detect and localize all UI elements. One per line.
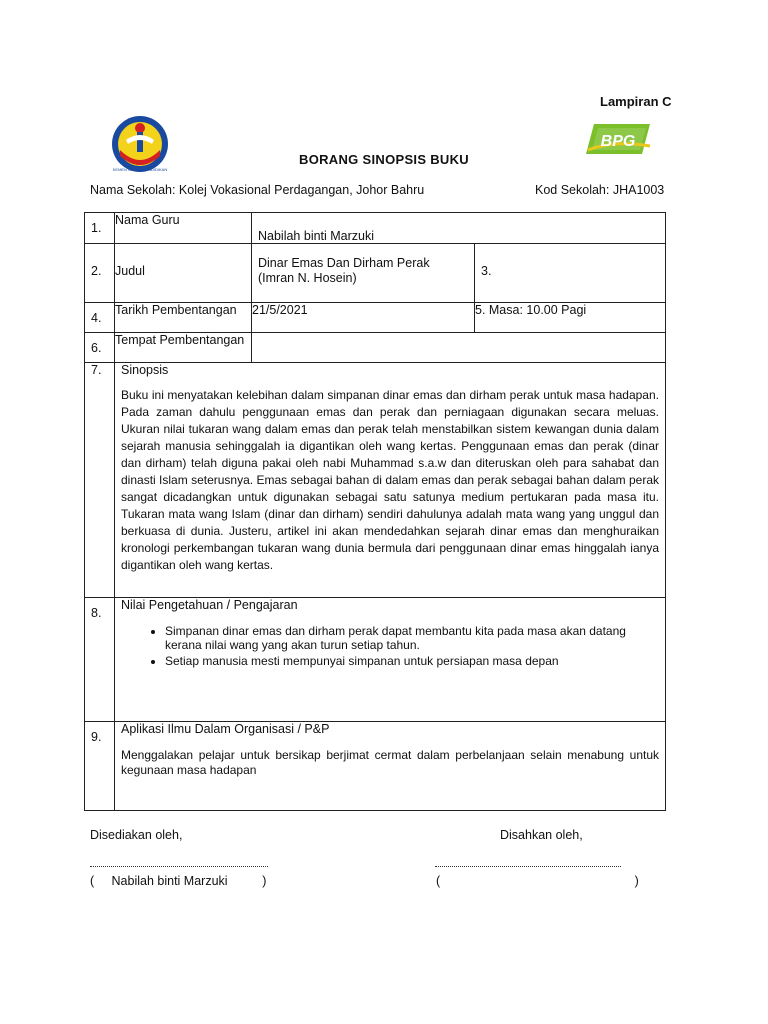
book-title: Dinar Emas Dan Dirham Perak (258, 256, 430, 270)
approved-by-label: Disahkan oleh, (500, 828, 583, 842)
row-teacher-name (85, 213, 666, 244)
row-label: Tempat Pembentangan (115, 333, 252, 363)
form-title: BORANG SINOPSIS BUKU (299, 152, 469, 167)
row-presentation-place (85, 333, 666, 363)
row-label: Tarikh Pembentangan (115, 303, 252, 333)
book-author: (Imran N. Hosein) (258, 271, 357, 285)
row-number: 1. (85, 213, 115, 244)
knowledge-cell (115, 598, 666, 722)
book-title-cell (252, 244, 475, 303)
application-cell (115, 722, 666, 811)
teacher-name-value: Nabilah binti Marzuki (252, 213, 666, 244)
row-number: 7. (85, 363, 115, 598)
list-item: • Simpanan dinar emas dan dirham perak dapat membantu kita pada masa akan datang kerana nilai wang yang akan turun setiap tahun. (165, 624, 665, 652)
row-number: 6. (85, 333, 115, 363)
row-number: 8. (85, 598, 115, 722)
prepared-signature-line (90, 856, 268, 867)
lampiran-label: Lampiran C (600, 94, 672, 109)
application-label: Aplikasi Ilmu Dalam Organisasi / P&P (121, 722, 330, 736)
prepared-by-name: ( Nabilah binti Marzuki ) (90, 874, 267, 888)
presentation-place-value (252, 333, 666, 363)
row-label: Judul (115, 244, 252, 303)
svg-text:KEMENTERIAN PENDIDIKAN: KEMENTERIAN PENDIDIKAN (112, 167, 168, 172)
synopsis-cell (115, 363, 666, 598)
synopsis-text: Buku ini menyatakan kelebihan dalam simpanan dinar emas dan dirham perak untuk masa hadapan. Pada zaman dahulu penggunaan emas dan perak dan perniagaan digunakan secara meluas. Ukuran nilai tukaran wang dalam emas dan perak telah menstabilkan sistem kewangan dunia dalam sejarah manusia sehinggalah ia digantikan oleh wang kertas. Penggunaan emas dan perak (dinar dan dirham) telah diguna pakai oleh nabi Muhammad s.a.w dan diteruskan oleh para sahabat dan dinasti Islam seterusnya. Emas sebagai bahan di dalam emas dan perak sebagai bahan dalam perak sangat dicadangkan untuk digunakan sebagai satu satunya medium pertukaran pada masa itu. Tukaran mata wang Islam (dinar dan dirham) sendiri dahulunya adalah mata wang yang unggul dan berkuasa di dunia. Justeru, artikel ini akan mendedahkan sejarah dinar emas dan menghuraikan kronologi perkembangan tukaran wang dunia bermula dari penggunaan dinar emas hinggalah ianya digantikan oleh wang kertas. (121, 388, 659, 572)
application-text: Menggalakan pelajar untuk bersikap berjimat cermat dalam perbelanjaan selain menabung untuk kegunaan masa hadapan (121, 748, 659, 777)
svg-text:BPG: BPG (600, 133, 636, 150)
knowledge-bullets (115, 624, 665, 668)
row-knowledge-values (85, 598, 666, 722)
row-number: 4. (85, 303, 115, 333)
presentation-date-value: 21/5/2021 (252, 303, 475, 333)
school-name: Nama Sekolah: Kolej Vokasional Perdagangan, Johor Bahru (90, 183, 425, 197)
row-title (85, 244, 666, 303)
presentation-time: 5. Masa: 10.00 Pagi (475, 303, 666, 333)
row-knowledge-application (85, 722, 666, 811)
approved-signature-line (435, 856, 621, 867)
row-label: Nama Guru (115, 213, 252, 244)
row-synopsis (85, 363, 666, 598)
synopsis-label: Sinopsis (121, 363, 169, 377)
synopsis-form-table (84, 212, 666, 811)
school-code: Kod Sekolah: JHA1003 (535, 183, 665, 197)
row-number: 2. (85, 244, 115, 303)
row-number: 9. (85, 722, 115, 811)
knowledge-label: Nilai Pengetahuan / Pengajaran (121, 598, 298, 612)
prepared-by-label: Disediakan oleh, (90, 828, 183, 842)
row-presentation-date (85, 303, 666, 333)
list-item: • Setiap manusia mesti mempunyai simpanan untuk persiapan masa depan (165, 654, 665, 668)
approved-by-name: ( ) (436, 874, 639, 888)
row-extra-number: 3. (475, 244, 666, 303)
